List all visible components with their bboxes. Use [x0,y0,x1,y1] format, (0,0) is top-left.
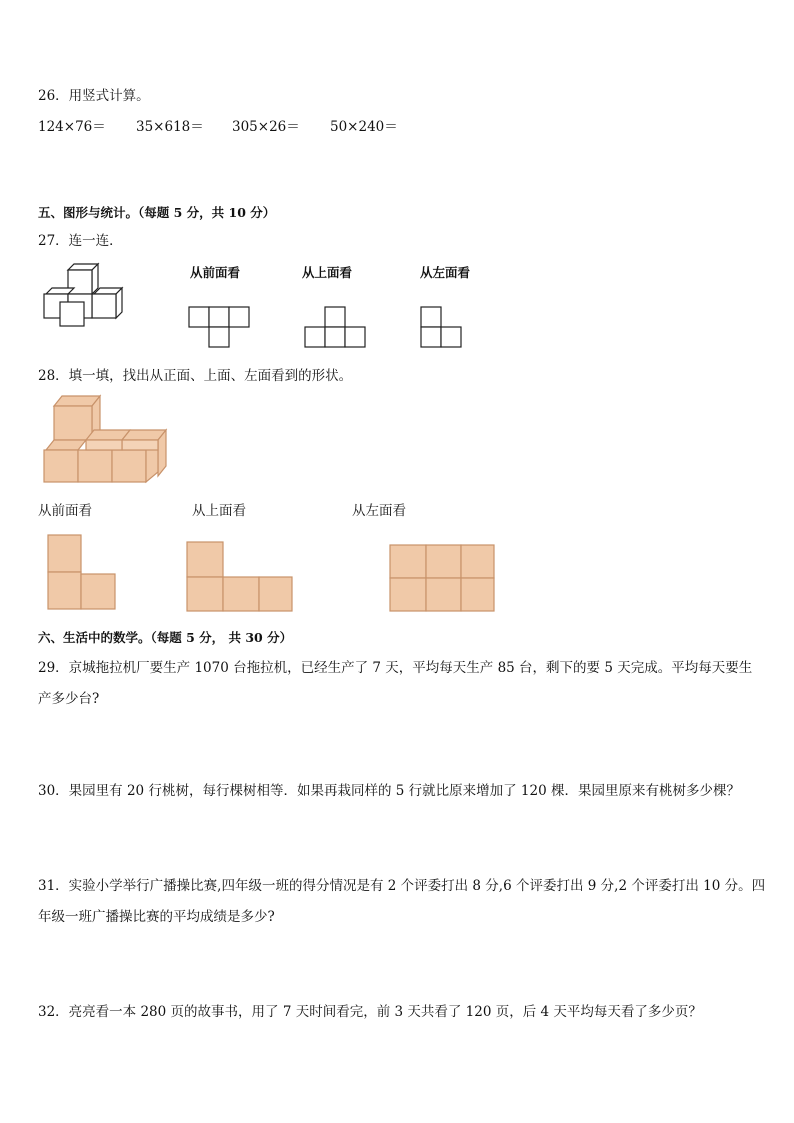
question-27: 27．连一连． [38,233,123,249]
q27-view-shape-1 [188,306,250,348]
question-26: 26．用竖式计算。 [38,88,150,104]
q28-view-top [186,541,294,613]
question-32: 32．亮亮看一本 280 页的故事书，用了 7 天时间看完，前 3 天共看了 120 页，后 4 天平均每天看了多少页？ [38,1004,702,1020]
question-29-line-1: 29．京城拖拉机厂要生产 1070 台拖拉机，已经生产了 7 天，平均每天生产 85 台，剩下的要 5 天完成。平均每天要生 [38,660,753,676]
q26-item-4: 50×240＝ [330,119,398,135]
question-28: 28．填一填，找出从正面、上面、左面看到的形状。 [38,368,353,384]
q27-label-left: 从左面看 [420,265,471,280]
q28-view-front [47,534,117,611]
q28-cube-figure [42,394,172,486]
q28-label-left: 从左面看 [352,503,406,519]
question-30: 30．果园里有 20 行桃树，每行棵树相等．如果再栽同样的 5 行就比原来增加了 120 棵．果园里原来有桃树多少棵？ [38,783,740,799]
q26-item-1: 124×76＝ [38,119,106,135]
q27-label-front: 从前面看 [190,265,241,280]
section-5-title: 五、图形与统计。（每题 5 分，共 10 分） [38,205,276,220]
q28-label-top: 从上面看 [192,503,246,519]
question-31-line-1: 31．实验小学举行广播操比赛,四年级一班的得分情况是有 2 个评委打出 8 分,6 个评委打出 9 分,2 个评委打出 10 分。四 [38,878,766,894]
q26-item-3: 305×26＝ [232,119,300,135]
q27-label-top: 从上面看 [302,265,353,280]
question-29-line-2: 产多少台? [38,691,100,707]
q27-view-shape-3 [420,306,464,348]
q27-view-shape-2 [304,306,366,348]
q27-cube-figure [40,262,130,332]
question-31-line-2: 年级一班广播操比赛的平均成绩是多少? [38,909,275,925]
q26-item-2: 35×618＝ [136,119,204,135]
q28-label-front: 从前面看 [38,503,92,519]
section-6-title: 六、生活中的数学。（每题 5 分， 共 30 分） [38,630,293,645]
q28-view-left [389,544,497,614]
